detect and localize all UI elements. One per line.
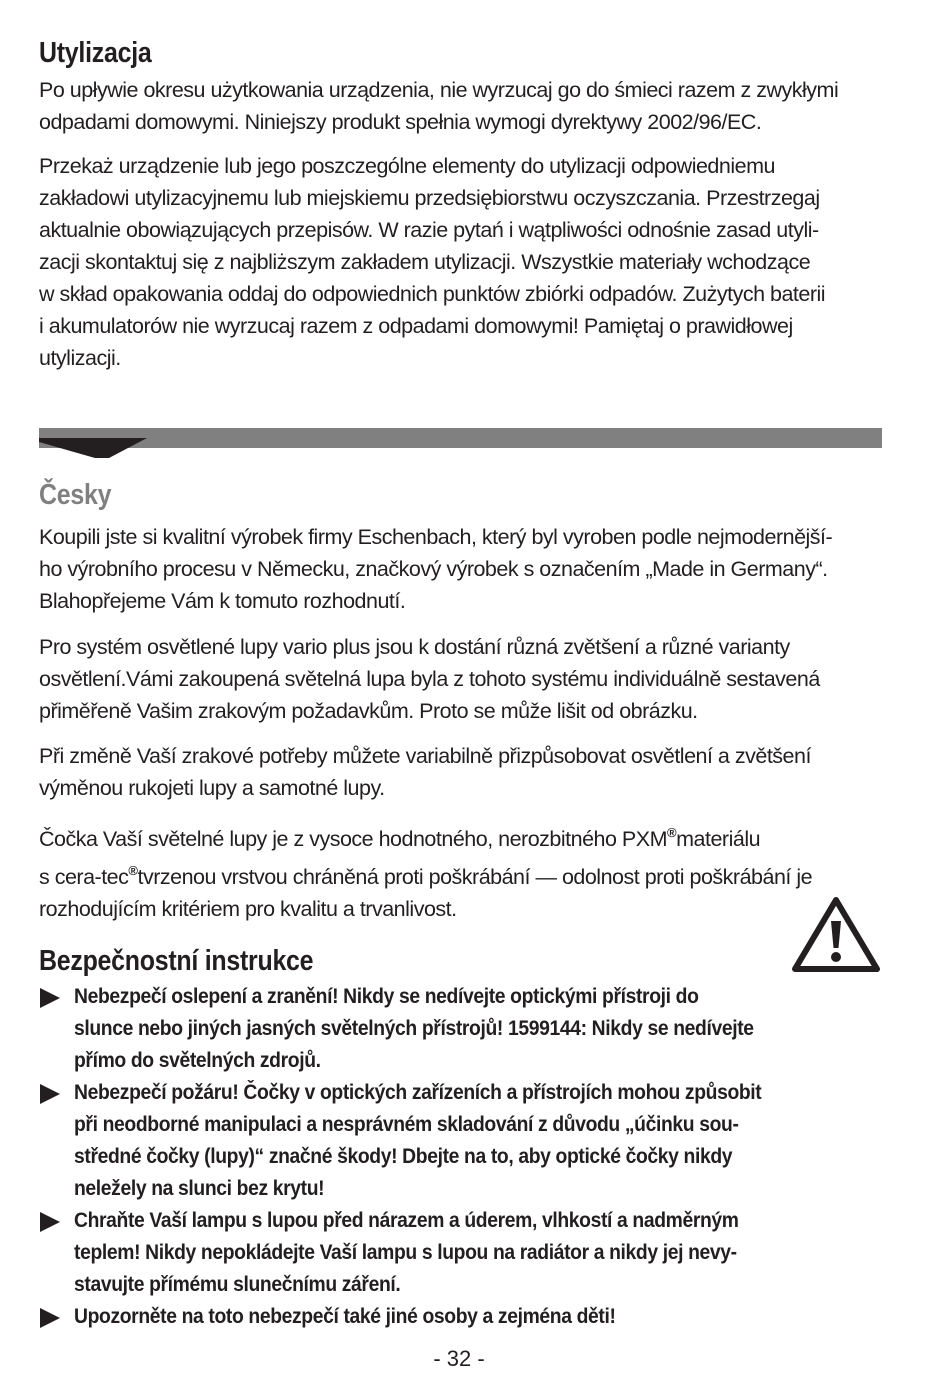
- utylizacja-paragraph-1: [39, 74, 881, 138]
- text-line: Koupili jste si kvalitní výrobek firmy Eschenbach, který byl vyroben podle nejmodernější-: [39, 525, 833, 549]
- text-segment: tvrzenou vrstvou chráněná proti poškrábání — odolnost proti poškrábání je: [137, 865, 813, 889]
- section-title-utylizacja: Utylizacja: [39, 37, 152, 69]
- divider-tab-icon: [39, 438, 149, 460]
- text-line: Blahopřejeme Vám k tomuto rozhodnutí.: [39, 589, 406, 613]
- arrow-right-icon: [40, 1084, 60, 1104]
- text-line: Chraňte Vaší lampu s lupou před nárazem a úderem, vlhkostí a nadměrným: [74, 1209, 739, 1232]
- section-title-cesky: Česky: [39, 479, 112, 511]
- cesky-paragraph-3: [39, 740, 881, 804]
- utylizacja-paragraph-2: [39, 150, 881, 374]
- registered-mark: ®: [128, 863, 138, 878]
- safety-list: [39, 981, 881, 1333]
- text-line: [39, 855, 881, 893]
- text-line: neležely na slunci bez krytu!: [74, 1177, 325, 1200]
- cesky-paragraph-2: [39, 631, 881, 727]
- text-line: rozhodujícím kritériem pro kvalitu a trvanlivost.: [39, 897, 457, 921]
- arrow-right-icon: [40, 1308, 60, 1328]
- text-line: Při změně Vaší zrakové potřeby můžete variabilně přizpůsobovat osvětlení a zvětšení: [39, 744, 811, 768]
- text-line: přímo do světelných zdrojů.: [74, 1049, 321, 1072]
- text-line: stavujte přímému slunečnímu záření.: [74, 1273, 401, 1296]
- registered-mark: ®: [667, 825, 677, 840]
- text-line: [39, 817, 881, 855]
- text-line: aktualnie obowiązujących przepisów. W razie pytań i wątpliwości odnośnie zasad utyli-: [39, 218, 819, 242]
- safety-item-text: [74, 981, 816, 1077]
- text-segment: Čočka Vaší světelné lupy je z vysoce hodnotného, nerozbitného PXM: [39, 827, 668, 851]
- text-line: utylizacji.: [39, 346, 121, 370]
- text-line: při neodborné manipulaci a nesprávném skladování z důvodu „účinku sou-: [74, 1113, 739, 1136]
- section-divider: [39, 428, 882, 448]
- safety-item-text: [74, 1205, 816, 1301]
- arrow-right-icon: [40, 988, 60, 1008]
- text-line: teplem! Nikdy nepokládejte Vaší lampu s lupou na radiátor a nikdy jej nevy-: [74, 1241, 737, 1264]
- text-line: Przekaż urządzenie lub jego poszczególne elementy do utylizacji odpowiedniemu: [39, 154, 775, 178]
- text-line: ho výrobního procesu v Německu, značkový výrobek s označením „Made in Germany“.: [39, 557, 828, 581]
- text-line: přiměřeně Vašim zrakovým požadavkům. Proto se může lišit od obrázku.: [39, 699, 698, 723]
- safety-item: [39, 1077, 881, 1205]
- section-title-safety: Bezpečnostní instrukce: [39, 945, 314, 977]
- text-line: slunce nebo jiných jasných světelných přístrojů! 1599144: Nikdy se nedívejte: [74, 1017, 754, 1040]
- text-line: Nebezpečí požáru! Čočky v optických zařízeních a přístrojích mohou způsobit: [74, 1081, 762, 1104]
- text-line: Nebezpečí oslepení a zranění! Nikdy se nedívejte optickými přístroji do: [74, 985, 699, 1008]
- page-number: - 32 -: [433, 1346, 485, 1371]
- text-line: zakładowi utylizacyjnemu lub miejskiemu przedsiębiorstwu oczyszczania. Przestrzegaj: [39, 186, 820, 210]
- text-line: výměnou rukojeti lupy a samotné lupy.: [39, 776, 385, 800]
- text-line: zacji skontaktuj się z najbliższym zakładem utylizacji. Wszystkie materiały wchodzące: [39, 250, 811, 274]
- text-line: Po upływie okresu użytkowania urządzenia, nie wyrzucaj go do śmieci razem z zwykłymi: [39, 78, 839, 102]
- safety-item: [39, 1301, 881, 1333]
- text-line: odpadami domowymi. Niniejszy produkt spełnia wymogi dyrektywy 2002/96/EC.: [39, 110, 762, 134]
- text-line: i akumulatorów nie wyrzucaj razem z odpadami domowymi! Pamiętaj o prawidłowej: [39, 314, 793, 338]
- cesky-paragraph-4: [39, 817, 881, 925]
- arrow-right-icon: [40, 1212, 60, 1232]
- safety-item: [39, 1205, 881, 1301]
- cesky-paragraph-1: [39, 521, 881, 617]
- safety-item-text: [74, 1301, 816, 1333]
- text-segment: s cera-tec: [39, 865, 129, 889]
- text-line: středné čočky (lupy)“ značné škody! Dbejte na to, aby optické čočky nikdy: [74, 1145, 733, 1168]
- text-segment: materiálu: [676, 827, 761, 851]
- safety-item-text: [74, 1077, 816, 1205]
- text-line: osvětlení.Vámi zakoupená světelná lupa byla z tohoto systému individuálně sestavená: [39, 667, 820, 691]
- text-line: w skład opakowania oddaj do odpowiednich punktów zbiórki odpadów. Zużytych baterii: [39, 282, 826, 306]
- text-line: Upozorněte na toto nebezpečí také jiné osoby a zejména děti!: [74, 1305, 616, 1328]
- text-line: Pro systém osvětlené lupy vario plus jsou k dostání různá zvětšení a různé varianty: [39, 635, 790, 659]
- safety-item: [39, 981, 881, 1077]
